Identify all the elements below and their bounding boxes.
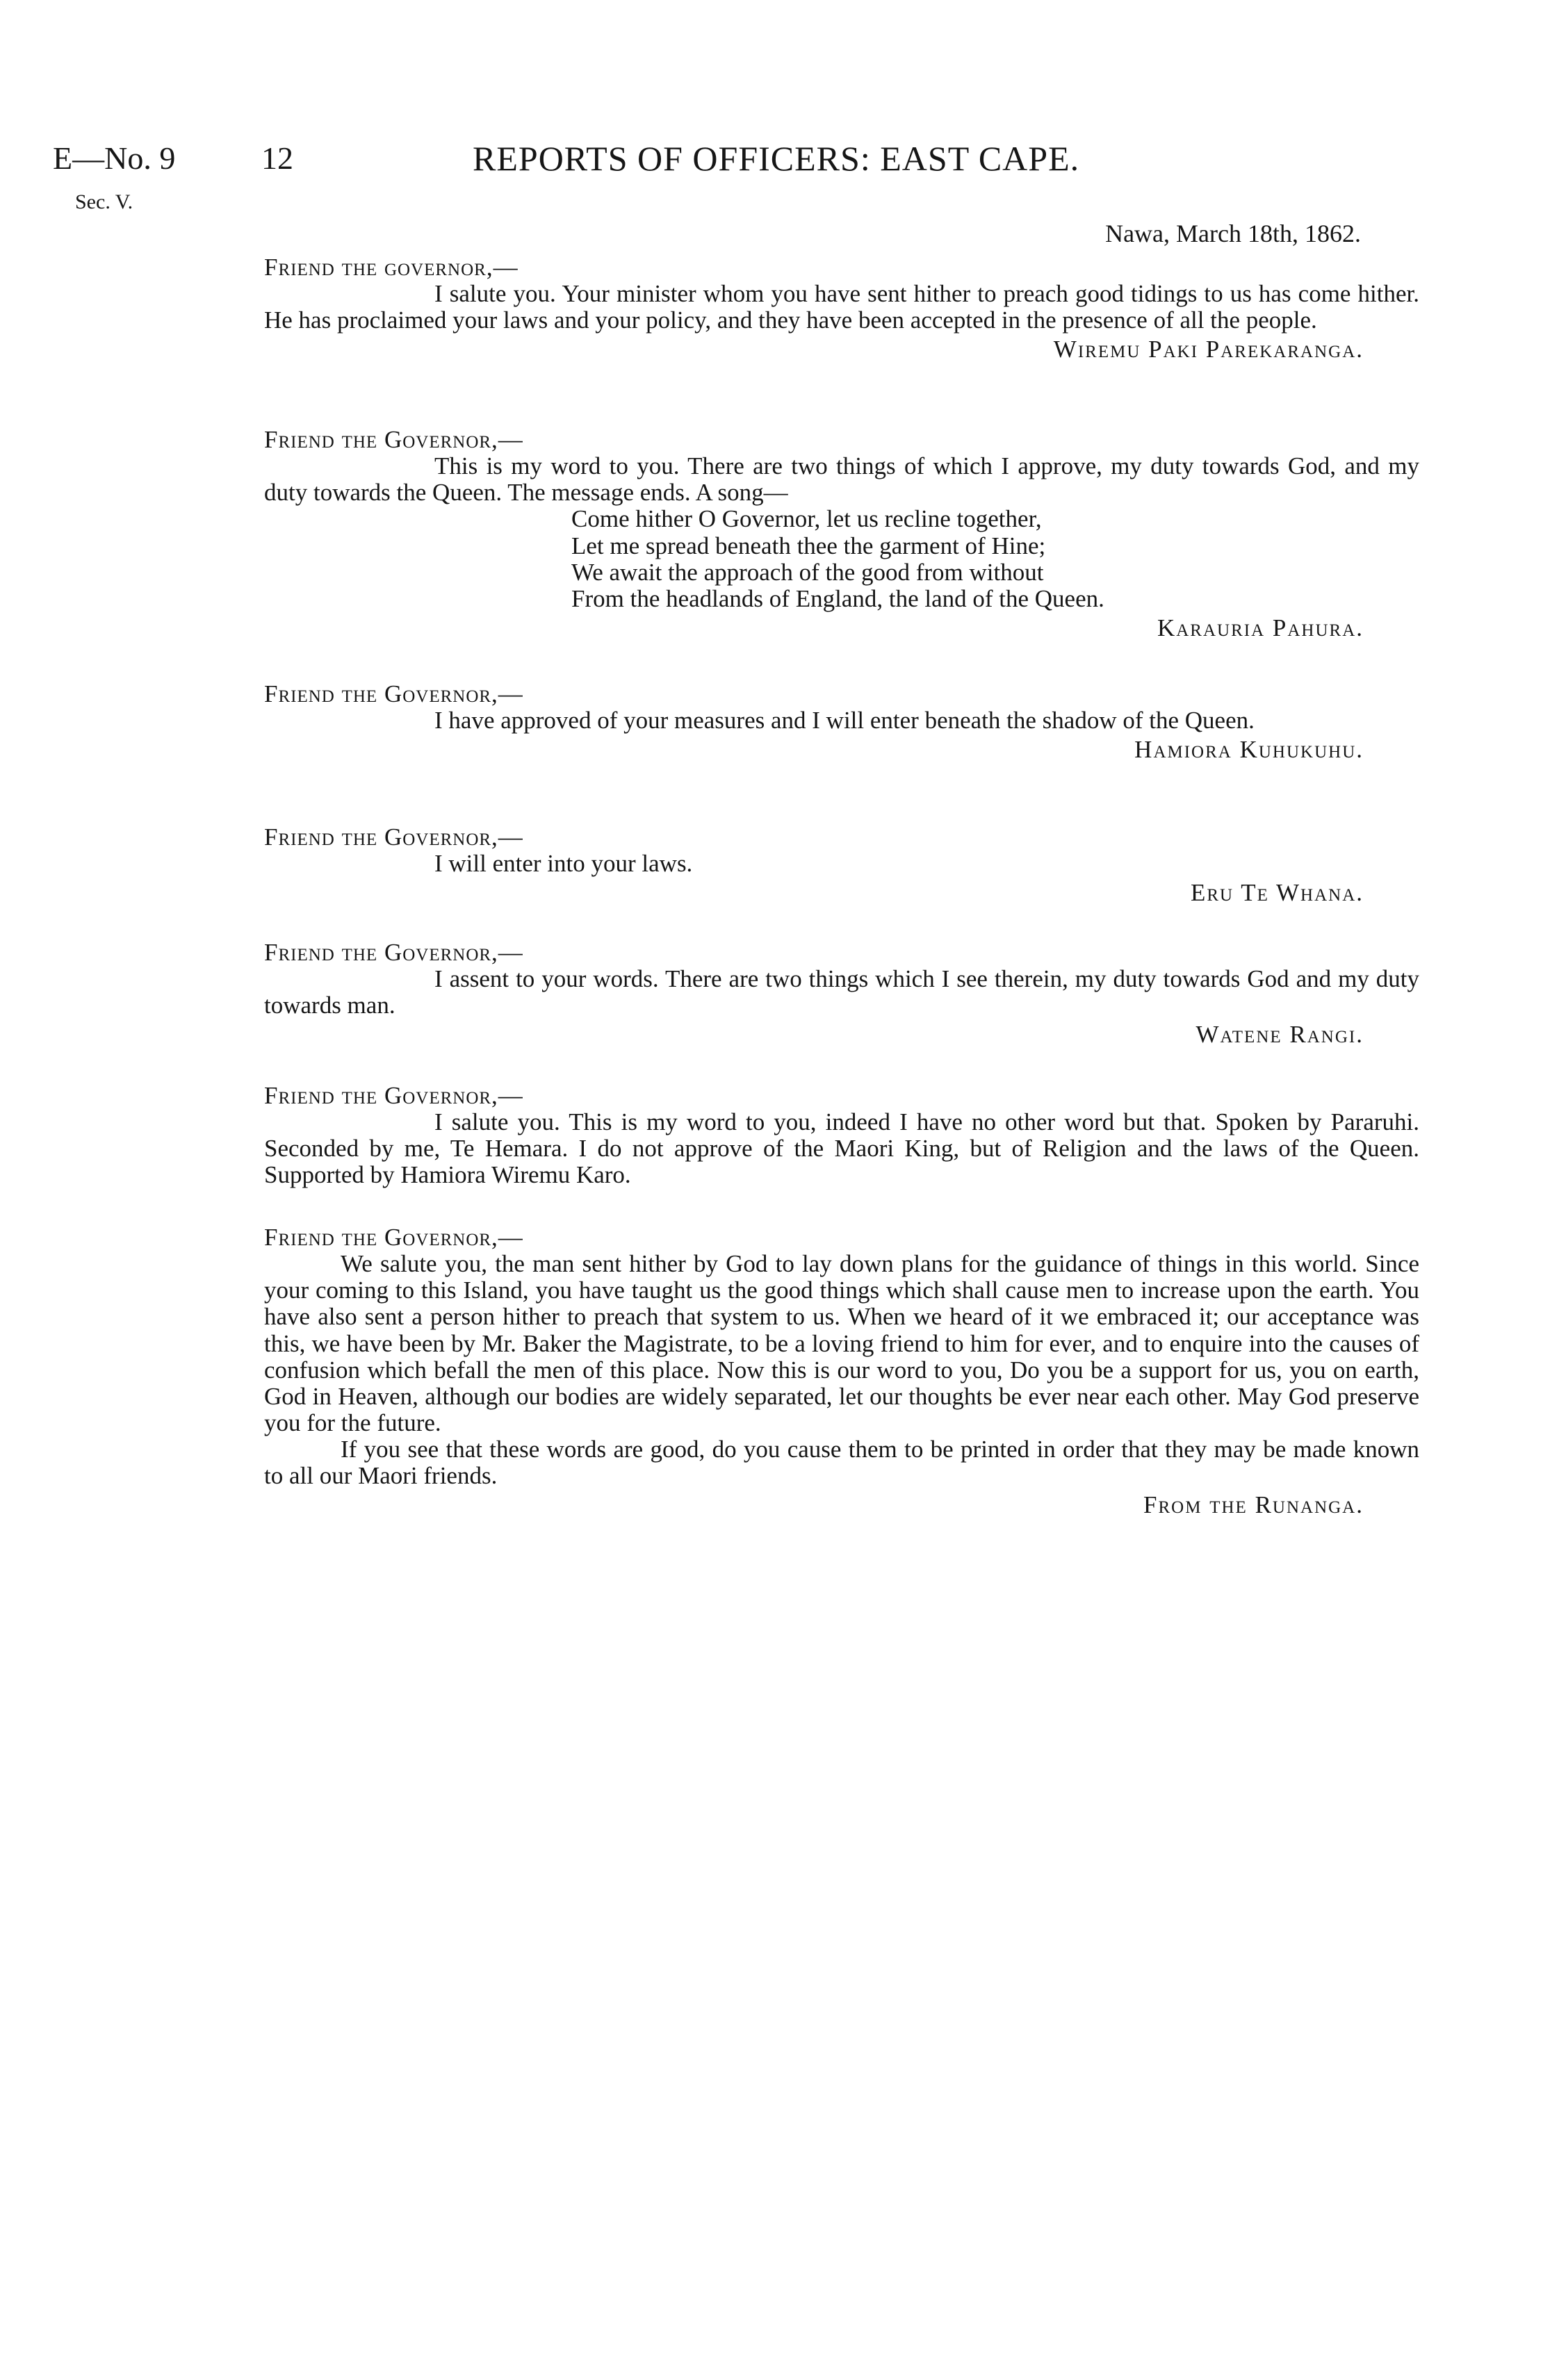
letter-body: I have approved of your measures and I will enter beneath the shadow of the Queen. <box>434 707 1255 734</box>
salutation: Friend the Governor,— <box>264 939 523 966</box>
song-line: From the headlands of England, the land of the Queen. <box>571 584 1104 612</box>
signature: Karauria Pahura. <box>1157 614 1364 641</box>
letter-1 <box>264 254 1419 363</box>
letter-body: I salute you. Your minister whom you have sent hither to preach good tidings to us has come hither. He has proclaimed your laws and your policy, and they have been accepted in the presence of all the people. <box>264 280 1419 334</box>
dateline: Nawa, March 18th, 1862. <box>1105 220 1361 247</box>
running-title: REPORTS OF OFFICERS: EAST CAPE. <box>473 139 1080 178</box>
salutation: Friend the Governor,— <box>264 426 523 453</box>
salutation: Friend the governor,— <box>264 254 519 281</box>
salutation: Friend the Governor,— <box>264 823 523 851</box>
song-line: Let me spread beneath thee the garment of Hine; <box>571 532 1046 559</box>
letter-body: We salute you, the man sent hither by God to lay down plans for the guidance of things in this world. Since your coming to this Island, you have taught us the good things which shall cause men to increase upon the earth. You have also sent a person hither to preach that system to us. When we heard of it we embraced it; our acceptance was this, we have been by Mr. Baker the Magistrate, to be a loving friend to him for ever, and to enquire into the causes of confusion which befall the men of this place. Now this is our word to you, Do you be a support for us, you on earth, God in Heaven, although our bodies are widely separated, let our thoughts be ever near each other. May God preserve you for the future. <box>264 1250 1419 1436</box>
signature: Eru Te Whana. <box>1191 879 1364 907</box>
margin-reference: E—No. 9 <box>53 140 176 176</box>
salutation: Friend the Governor,— <box>264 1224 523 1251</box>
letter-2 <box>264 427 1419 641</box>
song <box>571 506 1419 612</box>
song-line: We await the approach of the good from without <box>571 558 1044 586</box>
signature: Hamiora Kuhukuhu. <box>1134 736 1364 764</box>
signature: Wiremu Paki Parekaranga. <box>1053 336 1364 363</box>
letter-body: I will enter into your laws. <box>434 850 693 878</box>
salutation: Friend the Governor,— <box>264 1082 523 1109</box>
letter-4 <box>264 824 1419 906</box>
song-line: Come hither O Governor, let us recline together, <box>571 505 1042 533</box>
margin-section: Sec. V. <box>75 190 133 213</box>
letter-body: This is my word to you. There are two things of which I approve, my duty towards God, and my duty towards the Queen. The message ends. A song— <box>264 452 1419 507</box>
letter-5 <box>264 939 1419 1049</box>
page-number: 12 <box>261 140 293 176</box>
letter-7 <box>264 1224 1419 1519</box>
letter-body: I assent to your words. There are two things which I see therein, my duty towards God and my duty towards man. <box>264 965 1419 1019</box>
salutation: Friend the Governor,— <box>264 680 523 707</box>
letter-body: I salute you. This is my word to you, indeed I have no other word but that. Spoken by Pararuhi. Seconded by me, Te Hemara. I do not approve of the Maori King, but of Religion and the laws of the Queen. Supported by Hamiora Wiremu Karo. <box>264 1108 1419 1189</box>
letter-6 <box>264 1083 1419 1189</box>
letter-body-continued: If you see that these words are good, do you cause them to be printed in order that they may be made known to all our Maori friends. <box>264 1436 1419 1490</box>
signature: Watene Rangi. <box>1195 1021 1364 1049</box>
letter-3 <box>264 681 1419 763</box>
signature: From the Runanga. <box>1143 1491 1364 1519</box>
